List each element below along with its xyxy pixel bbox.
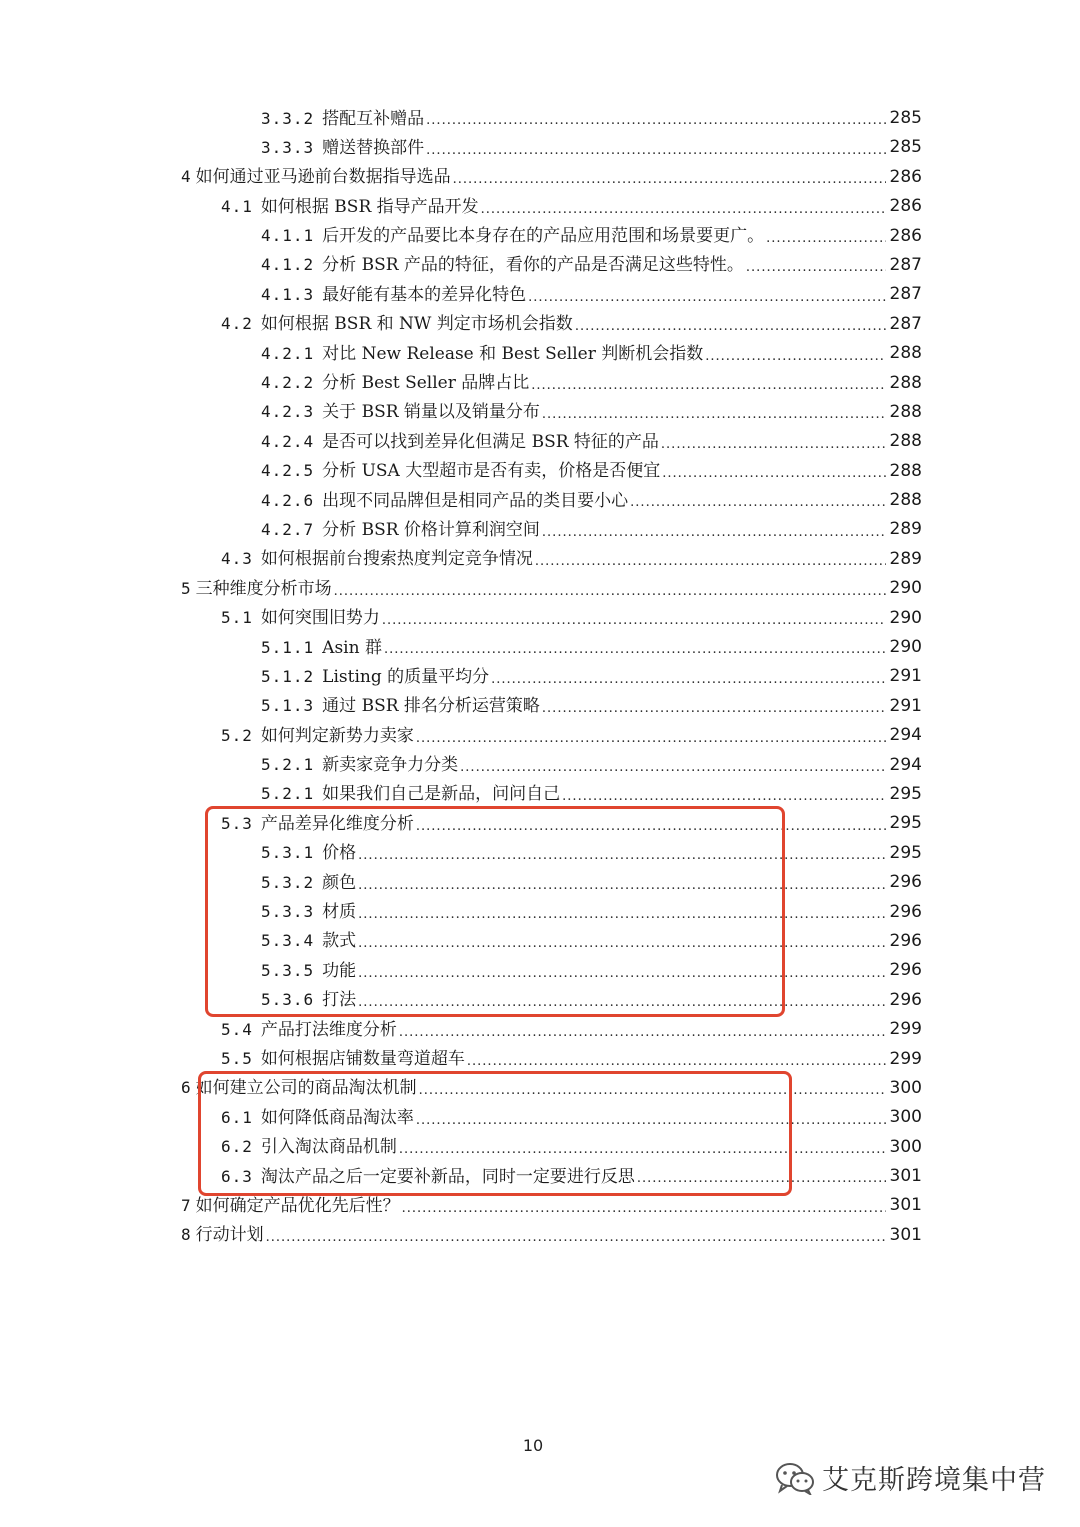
toc-entry-number: 5.3.3 [261, 902, 315, 922]
toc-entry-text: 搭配互补赠品 [322, 108, 425, 129]
toc-entry-title [261, 456, 660, 486]
toc-entry-text: 引入淘汰商品机制 [260, 1137, 397, 1158]
toc-entry-title [261, 662, 489, 692]
dot-leader [460, 751, 886, 780]
watermark-text: 艾克斯跨境集中营 [822, 1465, 1046, 1496]
wechat-icon [774, 1461, 816, 1495]
toc-entry-number: 5.3.6 [261, 990, 315, 1010]
toc-entry-text: 如何根据前台搜索热度判定竞争情况 [260, 549, 533, 570]
toc-entry-number: 5.2.1 [261, 755, 315, 775]
toc-entry-page: 290 [889, 637, 922, 658]
toc-entry-text: 如何根据 BSR 指导产品开发 [260, 196, 479, 217]
toc-entry-text: 如何突围旧势力 [260, 608, 380, 629]
toc-entry-title [221, 309, 573, 339]
toc-entry-number: 4.2.7 [261, 519, 315, 539]
dot-leader [535, 545, 886, 574]
toc-entry-page: 285 [889, 108, 922, 128]
toc-entry-number: 5.1.2 [261, 666, 315, 686]
toc-entry-title [261, 397, 540, 427]
toc-entry-text: 出现不同品牌但是相同产品的类目要小心 [322, 490, 629, 511]
dot-leader [542, 692, 886, 721]
toc-entry-text: 分析 BSR 价格计算利润空间 [322, 519, 540, 540]
toc-entry[interactable] [0, 1015, 922, 1044]
dot-leader [542, 515, 886, 544]
toc-entry-number: 4.2.5 [261, 461, 315, 481]
toc-entry-number: 6.3 [221, 1166, 253, 1186]
toc-entry-page: 301 [889, 1224, 922, 1245]
toc-entry-title [261, 368, 529, 398]
toc-entry-number: 8 [181, 1225, 192, 1245]
toc-entry-number: 5 [181, 578, 192, 598]
toc-entry-number: 4.1.3 [261, 284, 315, 304]
toc-entry-page: 294 [889, 725, 922, 746]
toc-entry-number: 5.3.1 [261, 843, 315, 863]
toc-entry[interactable] [0, 280, 922, 309]
toc-entry-page: 295 [889, 813, 922, 834]
dot-leader [528, 280, 886, 309]
highlight-box-section-5-3 [205, 806, 785, 1017]
toc-entry-title [261, 104, 424, 134]
toc-entry-page: 299 [889, 1019, 922, 1040]
toc-entry-page: 295 [889, 842, 922, 863]
toc-entry-title [181, 162, 451, 192]
toc-entry-text: Asin 群 [322, 637, 382, 658]
dot-leader [426, 133, 886, 162]
toc-entry-number: 3.3.2 [261, 108, 315, 128]
toc-entry-text: 如何判定新势力卖家 [260, 725, 414, 746]
toc-entry-page: 286 [889, 166, 922, 187]
toc-entry-text: 通过 BSR 排名分析运营策略 [322, 696, 540, 717]
dot-leader [467, 1045, 886, 1074]
dot-leader [416, 721, 886, 750]
toc-entry-title [261, 280, 526, 310]
toc-entry[interactable] [0, 574, 922, 603]
toc-entry[interactable] [0, 692, 922, 721]
toc-entry[interactable] [0, 163, 922, 192]
toc-entry-number: 4 [181, 167, 192, 187]
toc-entry-number: 5.3.2 [261, 872, 315, 892]
toc-entry-number: 5.1.1 [261, 637, 315, 657]
toc-entry-text: 款式 [322, 931, 357, 952]
toc-entry-page: 291 [889, 695, 922, 716]
toc-entry-page: 300 [889, 1107, 922, 1128]
toc-entry[interactable] [0, 457, 922, 486]
toc-entry[interactable] [0, 339, 922, 368]
toc-entry-text: 颜色 [322, 872, 357, 893]
toc-entry-title [261, 515, 540, 545]
dot-leader [453, 163, 886, 192]
toc-entry[interactable] [0, 1045, 922, 1074]
toc-entry-number: 5.3 [221, 813, 253, 833]
toc-entry-number: 5.3.5 [261, 960, 315, 980]
toc-entry-text: 材质 [322, 902, 357, 923]
toc-entry-title [221, 1015, 397, 1045]
highlight-box-section-6 [195, 1071, 792, 1196]
toc-entry-text: 分析 USA 大型超市是否有卖，价格是否便宜 [322, 461, 661, 482]
toc-entry-page: 300 [889, 1136, 922, 1157]
toc-entry[interactable] [0, 780, 922, 809]
dot-leader [382, 604, 886, 633]
toc-entry-text: 产品差异化维度分析 [260, 813, 414, 834]
toc-entry-text: Listing 的质量平均分 [322, 666, 490, 687]
toc-entry-page: 296 [889, 989, 922, 1010]
toc-entry-number: 5.1.3 [261, 696, 315, 716]
toc-entry-number: 4.2 [221, 314, 253, 334]
toc-entry-number: 5.2.1 [261, 784, 315, 804]
toc-entry-title [221, 192, 479, 222]
toc-entry[interactable] [0, 104, 922, 133]
toc-entry-page: 296 [889, 901, 922, 922]
toc-entry-text: 分析 BSR 产品的特征，看你的产品是否满足这些特性。 [322, 255, 744, 276]
toc-entry-number: 4.2.6 [261, 490, 315, 510]
toc-entry-page: 296 [889, 960, 922, 981]
dot-leader [531, 369, 886, 398]
toc-entry-number: 5.1 [221, 608, 253, 628]
toc-entry[interactable] [0, 633, 922, 662]
toc-entry-text: 行动计划 [195, 1225, 264, 1246]
toc-entry-number: 4.2.1 [261, 343, 315, 363]
toc-entry-title [181, 1220, 264, 1250]
toc-entry-page: 291 [889, 666, 922, 687]
toc-entry-text: 如何建立公司的商品淘汰机制 [195, 1078, 417, 1099]
toc-entry-text: 三种维度分析市场 [195, 578, 332, 599]
toc-entry[interactable] [0, 515, 922, 544]
toc-entry-page: 290 [889, 578, 922, 599]
watermark [774, 1458, 1046, 1497]
toc-entry-number: 4.3 [221, 549, 253, 569]
dot-leader [491, 662, 886, 691]
dot-leader [334, 574, 886, 603]
toc-entry-text: 如何降低商品淘汰率 [260, 1107, 414, 1128]
toc-entry-page: 289 [889, 519, 922, 540]
toc-entry-title [221, 721, 414, 751]
toc-entry[interactable] [0, 369, 922, 398]
toc-entry-page: 299 [889, 1048, 922, 1069]
toc-entry-page: 285 [889, 137, 922, 158]
toc-entry-title [261, 427, 659, 457]
toc-entry[interactable] [0, 486, 922, 515]
toc-entry-number: 4.1 [221, 196, 253, 216]
toc-entry[interactable] [0, 251, 922, 280]
toc-entry-page: 288 [889, 343, 922, 364]
toc-entry[interactable] [0, 192, 922, 221]
toc-entry-page: 294 [889, 754, 922, 775]
toc-entry[interactable] [0, 545, 922, 574]
toc-entry-page: 288 [889, 401, 922, 422]
toc-entry-number: 4.2.4 [261, 431, 315, 451]
toc-entry-number: 6 [181, 1078, 192, 1098]
toc-entry-page: 286 [889, 196, 922, 217]
toc-entry-page: 290 [889, 607, 922, 628]
toc-entry-text: 打法 [322, 990, 357, 1011]
toc-entry-page: 301 [889, 1195, 922, 1216]
toc-entry-title [261, 633, 382, 663]
toc-entry-text: 产品打法维度分析 [260, 1019, 397, 1040]
toc-entry-page: 301 [889, 1166, 922, 1187]
toc-entry-text: 如果我们自己是新品，问问自己 [322, 784, 561, 805]
dot-leader [266, 1221, 886, 1250]
toc-entry-text: 赠送替换部件 [322, 137, 425, 158]
dot-leader [766, 222, 886, 251]
toc-entry-text: 对比 New Release 和 Best Seller 判断机会指数 [322, 343, 704, 364]
toc-entry-text: 分析 Best Seller 品牌占比 [322, 373, 530, 394]
dot-leader [562, 780, 886, 809]
dot-leader [630, 486, 886, 515]
toc-entry[interactable] [0, 427, 922, 456]
toc-entry-number: 4.2.2 [261, 373, 315, 393]
toc-entry-text: 后开发的产品要比本身存在的产品应用范围和场景要更广。 [322, 226, 765, 247]
dot-leader [746, 251, 886, 280]
toc-entry-text: 价格 [322, 843, 357, 864]
dot-leader [542, 398, 886, 427]
toc-entry-title [261, 133, 424, 163]
dot-leader [426, 104, 886, 133]
toc-entry-title [181, 574, 332, 604]
toc-entry-title [221, 1044, 465, 1074]
toc-entry-number: 7 [181, 1195, 192, 1215]
toc-entry-page: 288 [889, 372, 922, 393]
toc-entry-title [261, 339, 703, 369]
dot-leader [481, 192, 886, 221]
toc-entry[interactable] [0, 222, 922, 251]
toc-entry-page: 287 [889, 284, 922, 305]
toc-entry-page: 287 [889, 254, 922, 275]
toc-entry-title [261, 750, 458, 780]
toc-entry-text: 功能 [322, 960, 357, 981]
toc-entry[interactable] [0, 310, 922, 339]
toc-entry[interactable] [0, 751, 922, 780]
toc-entry[interactable] [0, 721, 922, 750]
toc-entry[interactable] [0, 133, 922, 162]
dot-leader [661, 427, 886, 456]
toc-entry-page: 289 [889, 548, 922, 569]
toc-entry-page: 300 [889, 1077, 922, 1098]
toc-entry-title [261, 691, 540, 721]
toc-entry-number: 6.2 [221, 1137, 253, 1157]
toc-entry-number: 5.3.4 [261, 931, 315, 951]
toc-entry-title [261, 250, 744, 280]
toc-entry-page: 286 [889, 225, 922, 246]
toc-entry-page: 288 [889, 490, 922, 511]
toc-entry-number: 3.3.3 [261, 137, 315, 157]
page-number: 10 [522, 1436, 544, 1455]
toc-entry-page: 296 [889, 930, 922, 951]
toc-entry-number: 4.1.1 [261, 226, 315, 246]
toc-entry-text: 最好能有基本的差异化特色 [322, 284, 527, 305]
dot-leader [399, 1015, 886, 1044]
toc-entry-title [261, 486, 628, 516]
toc-entry-page: 296 [889, 872, 922, 893]
toc-entry-number: 5.2 [221, 725, 253, 745]
dot-leader [705, 339, 886, 368]
toc-entry-text: 如何通过亚马逊前台数据指导选品 [195, 167, 451, 188]
toc-entry[interactable] [0, 398, 922, 427]
dot-leader [575, 310, 886, 339]
toc-entry[interactable] [0, 662, 922, 691]
toc-entry-title [261, 221, 764, 251]
toc-entry-number: 5.4 [221, 1019, 253, 1039]
toc-entry-page: 288 [889, 431, 922, 452]
toc-entry-page: 288 [889, 460, 922, 481]
toc-entry-text: 是否可以找到差异化但满足 BSR 特征的产品 [322, 431, 659, 452]
toc-entry-page: 287 [889, 313, 922, 334]
toc-entry-title [221, 603, 380, 633]
toc-entry-number: 4.2.3 [261, 402, 315, 422]
toc-entry-number: 5.5 [221, 1049, 253, 1068]
toc-entry-text: 关于 BSR 销量以及销量分布 [322, 402, 540, 423]
toc-entry-page: 295 [889, 783, 922, 804]
toc-entry-number: 4.1.2 [261, 255, 315, 275]
toc-entry[interactable] [0, 604, 922, 633]
toc-entry-text: 如何根据 BSR 和 NW 判定市场机会指数 [260, 314, 573, 335]
dot-leader [662, 457, 886, 486]
toc-entry-text: 如何确定产品优化先后性？ [195, 1195, 400, 1216]
toc-entry-text: 新卖家竞争力分类 [322, 755, 459, 776]
dot-leader [384, 633, 886, 662]
toc-entry-title [221, 544, 533, 574]
toc-entry-text: 淘汰产品之后一定要补新品，同时一定要进行反思 [260, 1166, 635, 1187]
toc-entry[interactable] [0, 1221, 922, 1250]
toc-entry-text: 如何根据店铺数量弯道超车 [260, 1049, 465, 1069]
toc-entry-number: 6.1 [221, 1107, 253, 1127]
